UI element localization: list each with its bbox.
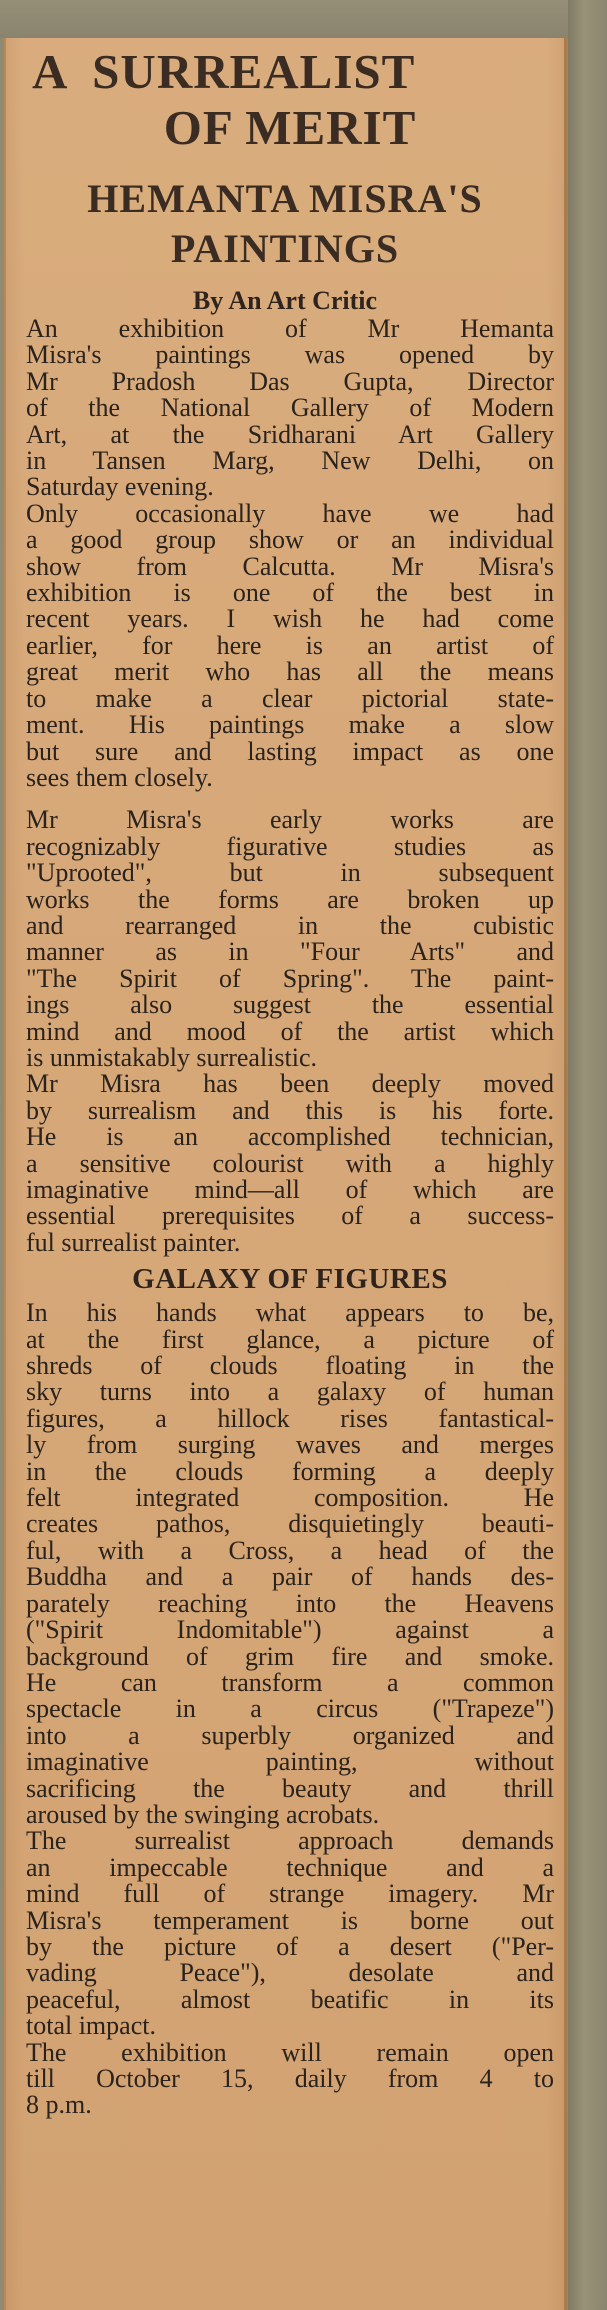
headline-line-2: OF MERIT [163,100,417,155]
text-line: ly from surging waves and merges [26,1430,554,1460]
subheadline [6,174,564,274]
text-line: a sensitive colourist with a highly [26,1148,554,1178]
text-line: creates pathos, disquietingly beauti- [26,1509,554,1539]
text-line: by the picture of a desert ("Per- [26,1931,554,1961]
text-line: Misra's paintings was opened by [26,340,554,370]
text-line: mind full of strange imagery. Mr [26,1879,554,1909]
text-line: of the National Gallery of Modern [26,393,554,423]
text-line: Misra's temperament is borne out [26,1905,554,1935]
text-line: He can transform a common [26,1667,554,1697]
text-line: In his hands what appears to be, [26,1298,554,1328]
text-line: "Uprooted", but in subsequent [26,858,554,888]
text-line: ment. His paintings make a slow [26,710,554,740]
headline-line-1: A SURREALIST [32,44,416,99]
paragraph-2 [26,498,554,792]
text-line: at the first glance, a picture of [26,1324,554,1354]
text-line: Only occasionally have we had [26,498,554,528]
text-line: and rearranged in the cubistic [26,910,554,940]
text-line: an impeccable technique and a [26,1852,554,1882]
text-line: shreds of clouds floating in the [26,1351,554,1381]
paragraph-1 [26,316,554,501]
text-line: works the forms are broken up [26,884,554,914]
article-body [6,316,564,2119]
background-right-edge [568,0,607,2310]
text-line: is unmistakably surrealistic. [26,1042,318,1072]
text-line: peaceful, almost beatific in its [26,1984,554,2014]
text-line: essential prerequisites of a success- [26,1201,554,1231]
text-line: mind and mood of the artist which [26,1016,554,1046]
paragraph-3 [26,807,554,1071]
text-line: ful, with a Cross, a head of the [26,1535,554,1565]
text-line: total impact. [26,2011,156,2041]
text-line: The surrealist approach demands [26,1826,554,1856]
text-line: by surrealism and this is his forte. [26,1095,554,1125]
text-line: Saturday evening. [26,472,214,502]
text-line: show from Calcutta. Mr Misra's [26,551,554,581]
text-line: An exhibition of Mr Hemanta [26,314,554,343]
text-line: till October 15, daily from 4 to [26,2064,554,2093]
text-line: parately reaching into the Heavens [26,1588,554,1618]
text-line: earlier, for here is an artist of [26,630,554,660]
text-line: "The Spirit of Spring". The paint- [26,963,554,993]
headline [6,38,564,156]
text-line: in the clouds forming a deeply [26,1456,554,1486]
text-line: exhibition is one of the best in [26,578,554,608]
section-heading: GALAXY OF FIGURES [132,1263,448,1296]
text-line: but sure and lasting impact as one [26,736,554,766]
text-line: figures, a hillock rises fantastical- [26,1403,554,1433]
text-line: He is an accomplished technician, [26,1122,554,1152]
subheadline-line-1: HEMANTA MISRA'S [87,176,483,221]
text-line: spectacle in a circus ("Trapeze") [26,1694,554,1724]
paragraph-4 [26,1071,554,1256]
paragraph-5 [26,1300,554,1828]
text-line: great merit who has all the means [26,657,554,687]
text-line: felt integrated composition. He [26,1483,554,1513]
text-line: imaginative painting, without [26,1747,554,1777]
text-line: sees them closely. [26,762,213,792]
newspaper-clipping [4,38,567,2310]
text-line: sky turns into a galaxy of human [26,1377,554,1407]
subheadline-line-2: PAINTINGS [170,226,400,271]
text-line: ("Spirit Indomitable") against a [26,1615,554,1645]
text-line: to make a clear pictorial state- [26,683,554,713]
background-top-edge [0,0,568,38]
text-line: manner as in "Four Arts" and [26,937,554,967]
text-line: 8 p.m. [26,2090,92,2120]
text-line: ings also suggest the essential [26,990,554,1020]
text-line: imaginative mind—all of which are [26,1175,554,1204]
text-line: recent years. I wish he had come [26,604,554,634]
text-line: Mr Misra has been deeply moved [26,1069,554,1099]
text-line: vading Peace"), desolate and [26,1958,554,1988]
paragraph-7 [26,2037,554,2120]
text-line: into a superbly organized and [26,1720,554,1750]
byline: By An Art Critic [192,286,378,315]
text-line: recognizably figurative studies as [26,831,554,861]
text-line: ful surrealist painter. [26,1227,241,1257]
text-line: in Tansen Marg, New Delhi, on [26,446,554,476]
paragraph-6 [26,1828,554,2039]
text-line: aroused by the swinging acrobats. [26,1799,380,1829]
text-line: a good group show or an individual [26,525,554,555]
text-line: Mr Misra's early works are [26,805,554,835]
text-line: Mr Pradosh Das Gupta, Director [26,366,554,396]
text-line: Art, at the Sridharani Art Gallery [26,419,554,449]
text-line: Buddha and a pair of hands des- [26,1562,554,1592]
text-line: background of grim fire and smoke. [26,1641,554,1671]
text-line: The exhibition will remain open [26,2037,554,2067]
text-line: sacrificing the beauty and thrill [26,1773,554,1803]
